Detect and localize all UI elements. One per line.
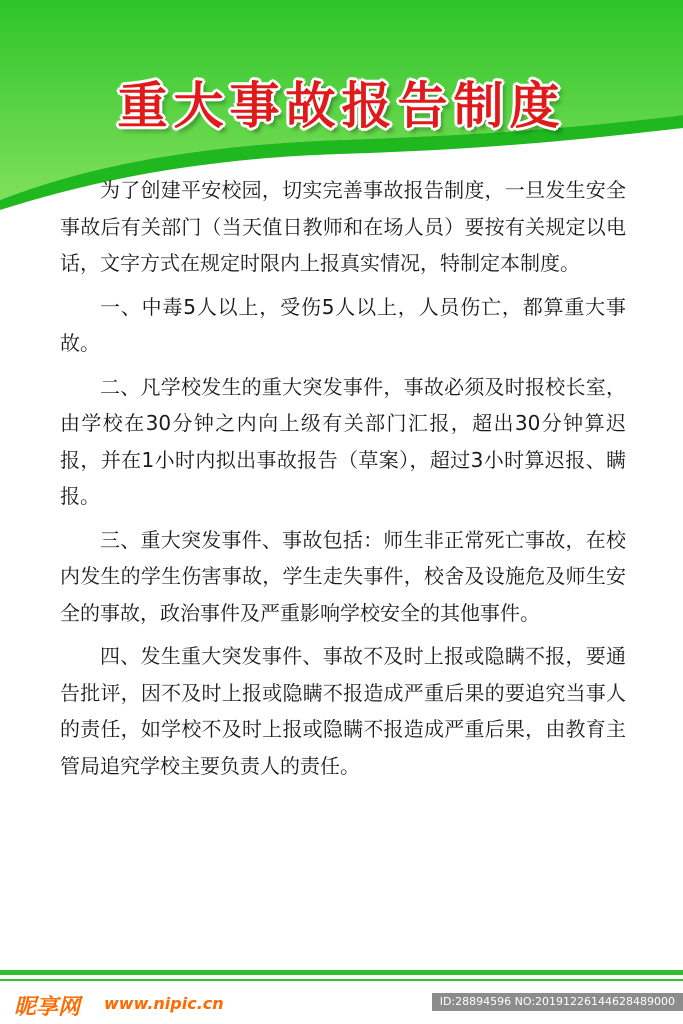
watermark-url: www.nipic.cn — [104, 994, 224, 1013]
footer-divider — [0, 970, 683, 975]
rule-paragraph-3: 三、重大突发事件、事故包括：师生非正常死亡事故，在校内发生的学生伤害事故，学生走失事件，校舍及设施危及师生安全的事故，政治事件及严重影响学校安全的其他事件。 — [60, 527, 626, 625]
intro-paragraph: 为了创建平安校园，切实完善事故报告制度，一旦发生安全事故后有关部门（当天值日教师和在场人员）要按有关规定以电话，文字方式在规定时限内上报真实情况，特制定本制度。 — [60, 178, 626, 275]
watermark-logo: 昵享网 — [14, 995, 81, 1020]
footer-divider-thin — [0, 979, 683, 981]
watermark-id: ID:28894596 NO:20191226144628489000 — [432, 993, 683, 1011]
page-title: 重大事故报告制度 — [117, 77, 566, 135]
document-body — [60, 172, 626, 791]
rule-paragraph-4: 四、发生重大突发事件、事故不及时上报或隐瞒不报，要通告批评，因不及时上报或隐瞒不报造成严重后果的要追究当事人的责任，如学校不及时上报或隐瞒不报造成严重后果，由教育主管局追究学校主要负责人的责任。 — [60, 644, 626, 778]
rule-paragraph-1: 一、中毒5人以上，受伤5人以上，人员伤亡，都算重大事故。 — [60, 294, 626, 355]
rule-paragraph-2: 二、凡学校发生的重大突发事件，事故必须及时报校长室，由学校在30分钟之内向上级有关部门汇报，超出30分钟算迟报，并在1小时内拟出事故报告（草案），超过3小时算迟报、瞒报。 — [60, 374, 626, 508]
